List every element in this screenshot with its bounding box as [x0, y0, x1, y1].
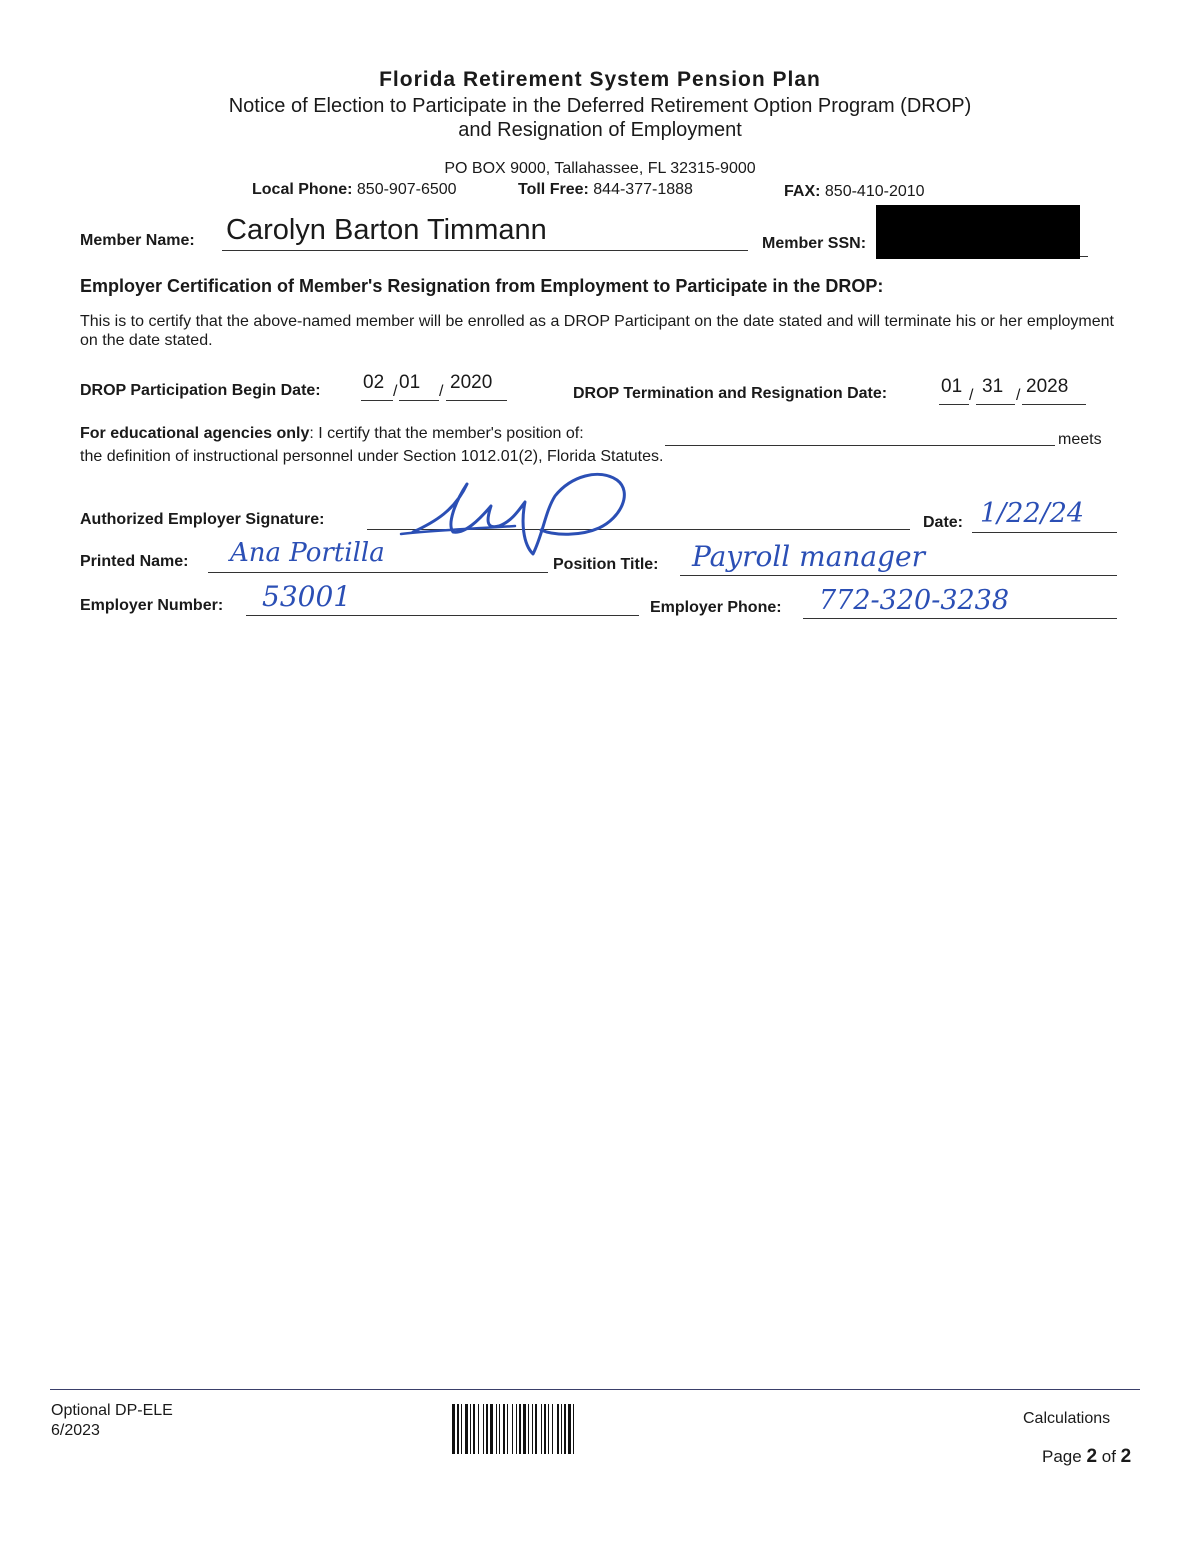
- position-of-field[interactable]: [665, 426, 1055, 446]
- printed-name-label: Printed Name:: [80, 553, 189, 570]
- form-subtitle-line1: Notice of Election to Participate in the Deferred Retirement Option Program (DROP): [228, 95, 972, 117]
- meets-text: meets: [1058, 431, 1102, 448]
- employer-number-field[interactable]: [246, 580, 639, 616]
- ssn-underline-tail: [1080, 255, 1088, 257]
- toll-free-phone: [518, 181, 693, 199]
- date-separator: /: [1016, 387, 1021, 404]
- member-name-value: Carolyn Barton Timmann: [226, 214, 547, 246]
- signature-date-label: Date:: [923, 514, 964, 531]
- printed-name-value: Ana Portilla: [230, 538, 385, 568]
- signature-date-field[interactable]: [972, 498, 1117, 533]
- drop-begin-day-value: 01: [399, 372, 421, 393]
- employer-number-value: 53001: [262, 580, 352, 613]
- position-title-label: Position Title:: [553, 556, 659, 573]
- employer-phone-field[interactable]: [803, 587, 1117, 619]
- page-current: 2: [1086, 1446, 1098, 1467]
- date-separator: /: [969, 387, 974, 404]
- footer-divider: [50, 1389, 1140, 1390]
- drop-term-month-value: 01: [941, 376, 963, 397]
- date-separator: /: [393, 383, 398, 400]
- drop-begin-month-field[interactable]: [361, 371, 393, 401]
- drop-begin-year-value: 2020: [450, 372, 493, 393]
- page-total: 2: [1120, 1446, 1132, 1467]
- authorized-signature-label: Authorized Employer Signature:: [80, 511, 325, 528]
- drop-begin-month-value: 02: [363, 372, 385, 393]
- drop-begin-day-field[interactable]: [399, 371, 439, 401]
- educational-agencies-statement: [80, 425, 584, 443]
- educational-agencies-line2: the definition of instructional personnel under Section 1012.01(2), Florida Statutes.: [80, 448, 664, 465]
- employer-number-label: Employer Number:: [80, 597, 224, 614]
- page-of: of: [1097, 1447, 1121, 1466]
- position-title-value: Payroll manager: [692, 540, 925, 573]
- certification-body: This is to certify that the above-named member will be enrolled as a DROP Participant on the date stated and will terminate his or her employment on the date stated.: [80, 313, 1114, 349]
- member-ssn-label: Member SSN:: [762, 235, 867, 252]
- page-number: [1042, 1446, 1131, 1468]
- drop-termination-date-label: DROP Termination and Resignation Date:: [573, 385, 888, 402]
- fax-label: FAX:: [784, 183, 821, 200]
- form-barcode: [452, 1404, 644, 1454]
- local-phone: [252, 181, 457, 199]
- local-phone-label: Local Phone:: [252, 181, 353, 198]
- calculations-label: Calculations: [1023, 1410, 1111, 1427]
- drop-begin-year-field[interactable]: [446, 371, 507, 401]
- printed-name-field[interactable]: [208, 540, 548, 573]
- drop-term-year-value: 2028: [1026, 376, 1069, 397]
- drop-term-day-field[interactable]: [976, 375, 1015, 405]
- mailing-address: PO BOX 9000, Tallahassee, FL 32315-9000: [444, 160, 756, 177]
- fax-number: [784, 183, 925, 201]
- member-name-field[interactable]: [222, 214, 748, 251]
- page-prefix: Page: [1042, 1447, 1087, 1466]
- employer-phone-value: 772-320-3238: [819, 585, 1010, 616]
- form-revision-date: 6/2023: [51, 1422, 100, 1439]
- form-subtitle-line2: and Resignation of Employment: [458, 119, 742, 141]
- drop-term-day-value: 31: [982, 376, 1004, 397]
- local-phone-value: 850-907-6500: [356, 181, 457, 198]
- form-id: Optional DP-ELE: [51, 1402, 173, 1419]
- signature-date-value: 1/22/24: [980, 498, 1085, 529]
- educational-agencies-label: For educational agencies only: [80, 425, 310, 442]
- member-name-label: Member Name:: [80, 232, 195, 249]
- form-title: Florida Retirement System Pension Plan: [379, 68, 821, 91]
- toll-free-label: Toll Free:: [518, 181, 589, 198]
- toll-free-value: 844-377-1888: [593, 181, 693, 198]
- drop-term-year-field[interactable]: [1022, 375, 1086, 405]
- position-title-field[interactable]: [680, 542, 1117, 576]
- date-separator: /: [439, 383, 444, 400]
- ssn-redaction-box: [876, 205, 1080, 259]
- drop-begin-date-label: DROP Participation Begin Date:: [80, 382, 321, 399]
- certification-heading: Employer Certification of Member's Resignation from Employment to Participate in the DROP:: [80, 276, 884, 296]
- educational-agencies-text: : I certify that the member's position of:: [309, 425, 584, 442]
- employer-phone-label: Employer Phone:: [650, 599, 782, 616]
- drop-term-month-field[interactable]: [939, 375, 969, 405]
- fax-value: 850-410-2010: [824, 183, 925, 200]
